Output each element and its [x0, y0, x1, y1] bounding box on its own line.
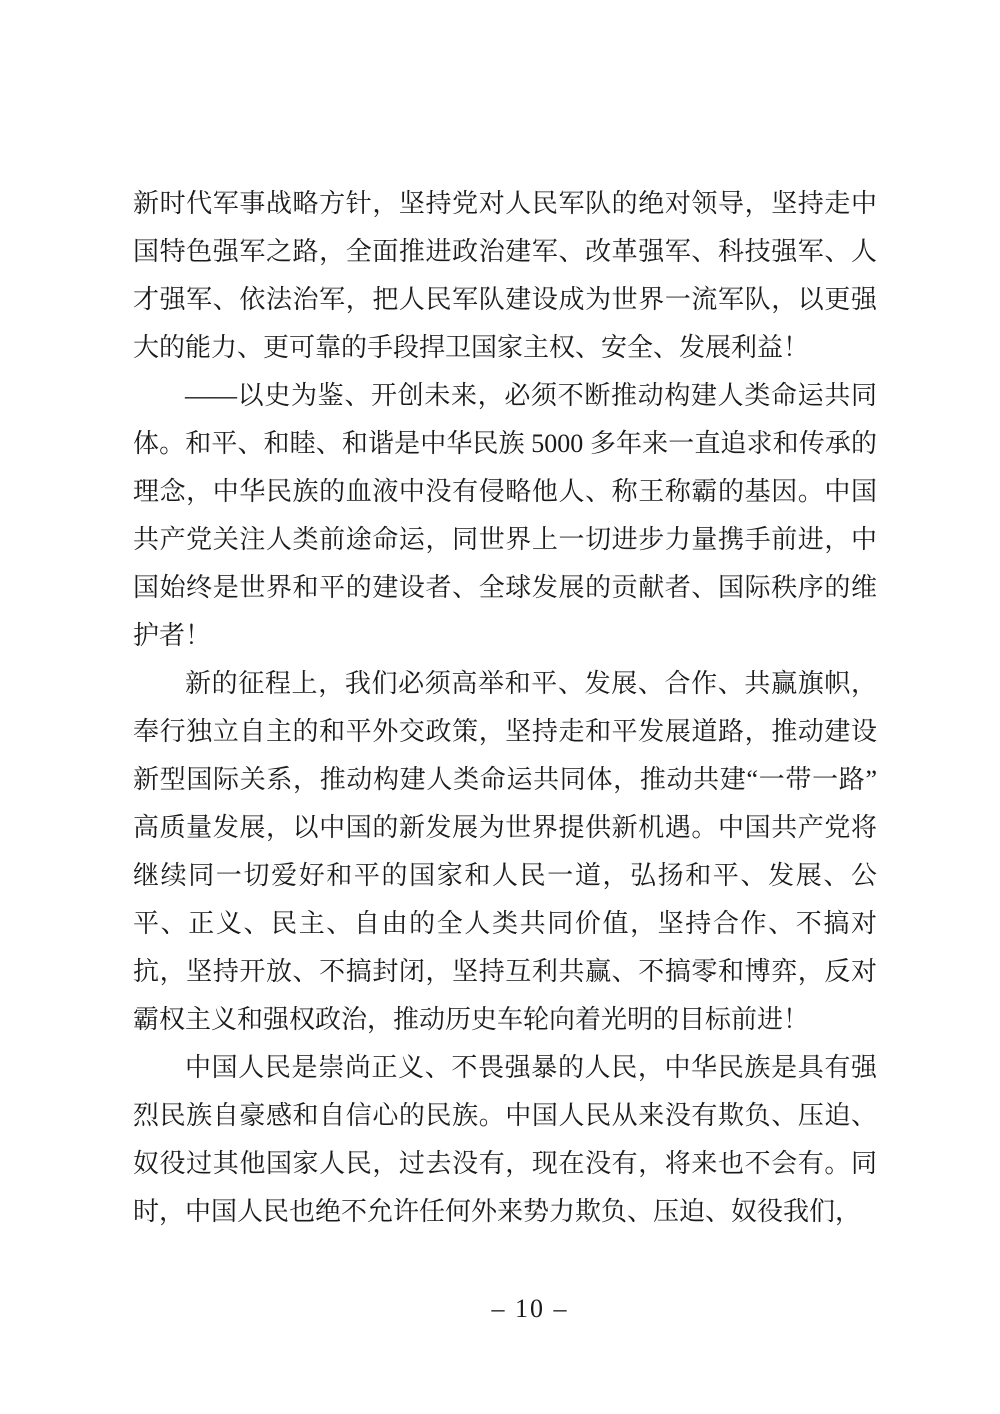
paragraph-3: 新的征程上，我们必须高举和平、发展、合作、共赢旗帜，奉行独立自主的和平外交政策，坚持走和平发展道路，推动建设新型国际关系，推动构建人类命运共同体，推动共建“一带一路”高质量发展，以中国的新发展为世界提供新机遇。中国共产党将继续同一切爱好和平的国家和人民一道，弘扬和平、发展、公平、正义、民主、自由的全人类共同价值，坚持合作、不搞对抗，坚持开放、不搞封闭，坚持互利共赢、不搞零和博弈，反对霸权主义和强权政治，推动历史车轮向着光明的目标前进！ [133, 669, 877, 1034]
paragraph-1-continuation: 新时代军事战略方针，坚持党对人民军队的绝对领导，坚持走中国特色强军之路，全面推进政治建军、改革强军、科技强军、人才强军、依法治军，把人民军队建设成为世界一流军队，以更强大的能力、更可靠的手段捍卫国家主权、安全、发展利益！ [133, 189, 877, 362]
paragraph-2: ——以史为鉴、开创未来，必须不断推动构建人类命运共同体。和平、和睦、和谐是中华民族 5000 多年来一直追求和传承的理念，中华民族的血液中没有侵略他人、称王称霸的基因。中国共产党关注人类前途命运，同世界上一切进步力量携手前进，中国始终是世界和平的建设者、全球发展的贡献者、国际秩序的维护者！ [133, 381, 877, 650]
page-number: – 10 – [491, 1294, 569, 1323]
paragraph-4: 中国人民是崇尚正义、不畏强暴的人民，中华民族是具有强烈民族自豪感和自信心的民族。中国人民从来没有欺负、压迫、奴役过其他国家人民，过去没有，现在没有，将来也不会有。同时，中国人民也绝不允许任何外来势力欺负、压迫、奴役我们， [133, 1053, 877, 1226]
document-body [133, 180, 877, 1236]
